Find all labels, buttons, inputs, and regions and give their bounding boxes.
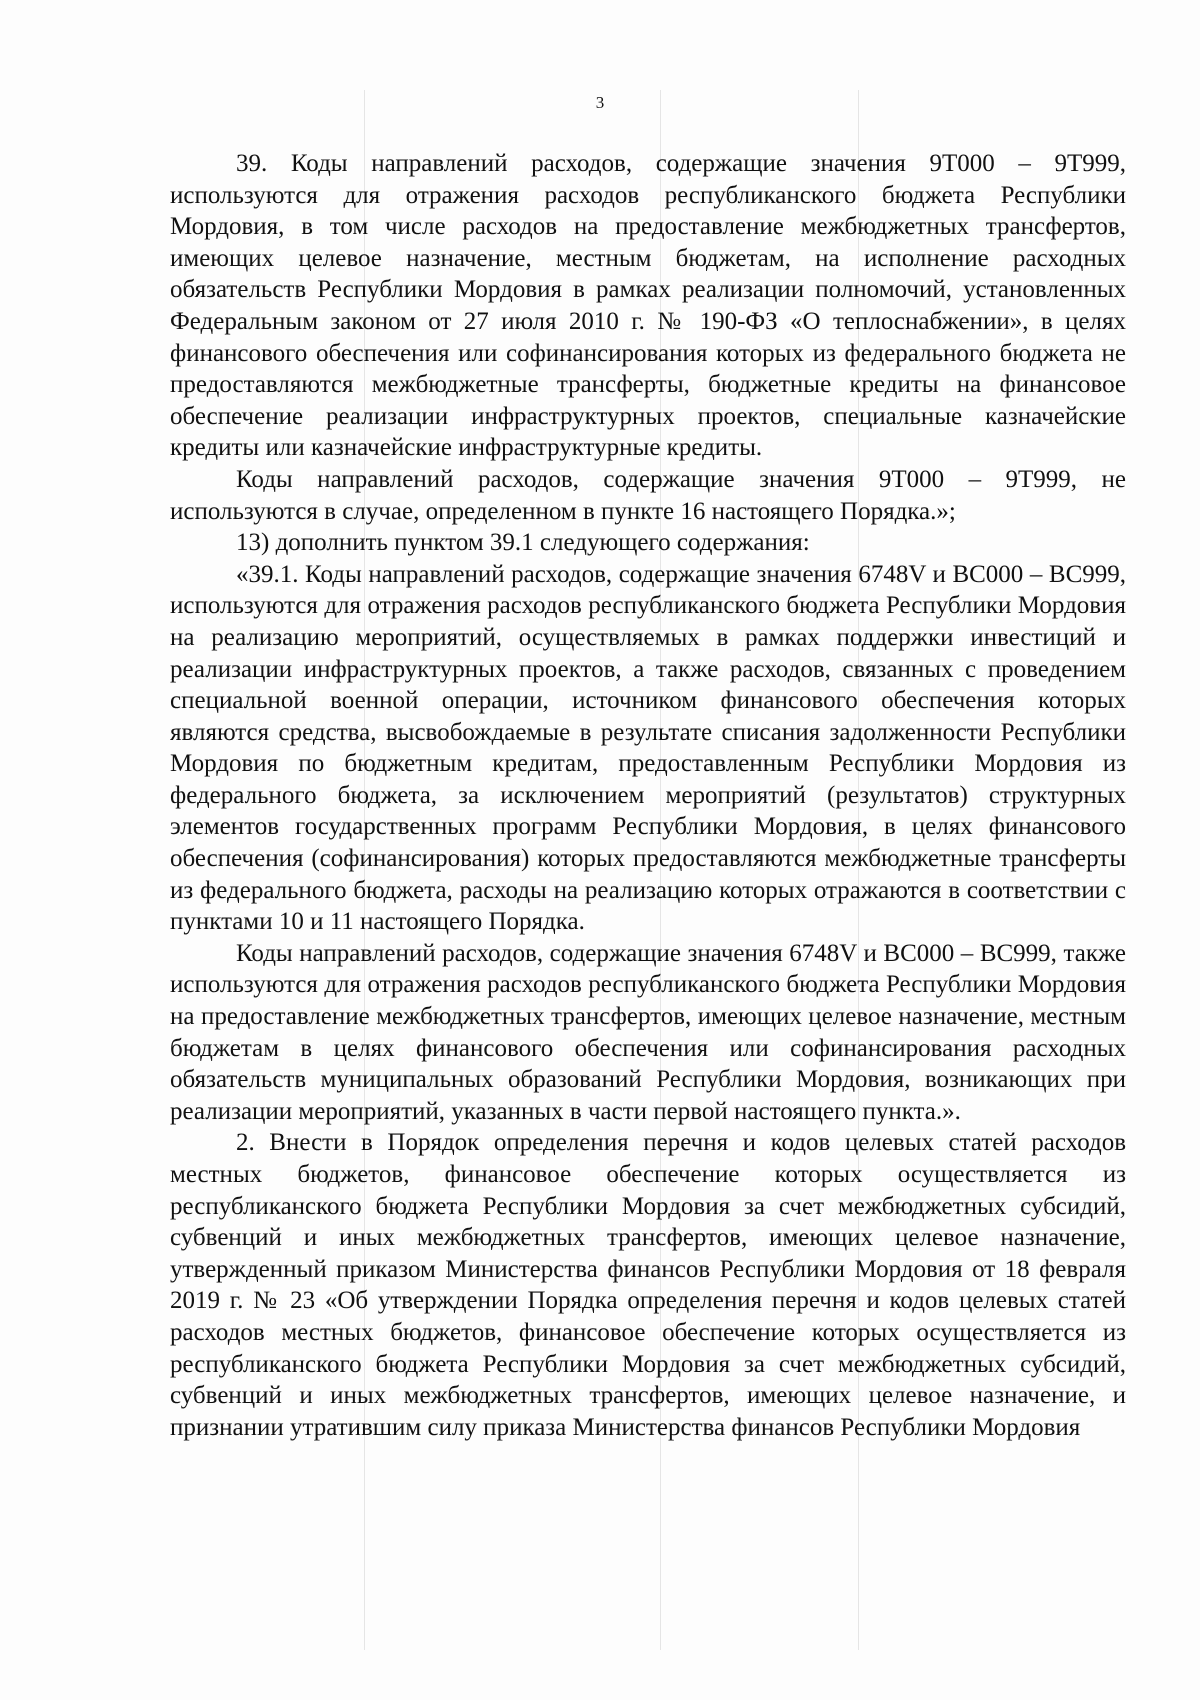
paragraph-39: 39. Коды направлений расходов, содержащие значения 9Т000 – 9Т999, используются для отражения расходов республиканского бюджета Республики Мордовия, в том числе расходов на предоставление межбюджетных трансфертов, имеющих целевое назначение, местным бюджетам, на исполнение расходных обязательств Республики Мордовия в рамках реализации полномочий, установленных Федеральным законом от 27 июля 2010 г. № 190-ФЗ «О теплоснабжении», в целях финансового обеспечения или софинансирования которых из федерального бюджета не предоставляются межбюджетные трансферты, бюджетные кредиты на финансовое обеспечение реализации инфраструктурных проектов, специальные казначейские кредиты или казначейские инфраструктурные кредиты. [170, 150, 1126, 462]
document-body [170, 148, 1126, 1443]
page-number: 3 [595, 93, 605, 112]
paragraph-39-1: «39.1. Коды направлений расходов, содержащие значения 6748V и ВС000 – ВС999, используются для отражения расходов республиканского бюджета Республики Мордовия на реализацию мероприятий, осуществляемых в рамках поддержки инвестиций и реализации инфраструктурных проектов, а также расходов, связанных с проведением специальной военной операции, источником финансового обеспечения которых являются средства, высвобождаемые в результате списания задолженности Республики Мордовия по бюджетным кредитам, предоставленным Республики Мордовия из федерального бюджета, за исключением мероприятий (результатов) структурных элементов государственных программ Республики Мордовия, в целях финансового обеспечения (софинансирования) которых предоставляются межбюджетные трансферты из федерального бюджета, расходы на реализацию которых отражаются в соответствии с пунктами 10 и 11 настоящего Порядка. [170, 560, 1126, 936]
paragraph-39-part-2: Коды направлений расходов, содержащие значения 9Т000 – 9Т999, не используются в случае, определенном в пункте 16 настоящего Порядка.»; [170, 465, 1126, 525]
paragraph-item-13: 13) дополнить пунктом 39.1 следующего содержания: [236, 529, 810, 557]
paragraph-39-1-part-2: Коды направлений расходов, содержащие значения 6748V и ВС000 – ВС999, также используются для отражения расходов республиканского бюджета Республики Мордовия на предоставление межбюджетных трансфертов, имеющих целевое назначение, местным бюджетам в целях финансового обеспечения или софинансирования расходных обязательств муниципальных образований Республики Мордовия, возникающих при реализации мероприятий, указанных в части первой настоящего пункта.». [170, 939, 1126, 1125]
paragraph-item-2: 2. Внести в Порядок определения перечня и кодов целевых статей расходов местных бюджетов, финансовое обеспечение которых осуществляется из республиканского бюджета Республики Мордовия за счет межбюджетных субсидий, субвенций и иных межбюджетных трансфертов, имеющих целевое назначение, утвержденный приказом Министерства финансов Республики Мордовия от 18 февраля 2019 г. № 23 «Об утверждении Порядка определения перечня и кодов целевых статей расходов местных бюджетов, финансовое обеспечение которых осуществляется из республиканского бюджета Республики Мордовия за счет межбюджетных субсидий, субвенций и иных межбюджетных трансфертов, имеющих целевое назначение, и признании утратившим силу приказа Министерства финансов Республики Мордовия [170, 1129, 1126, 1441]
